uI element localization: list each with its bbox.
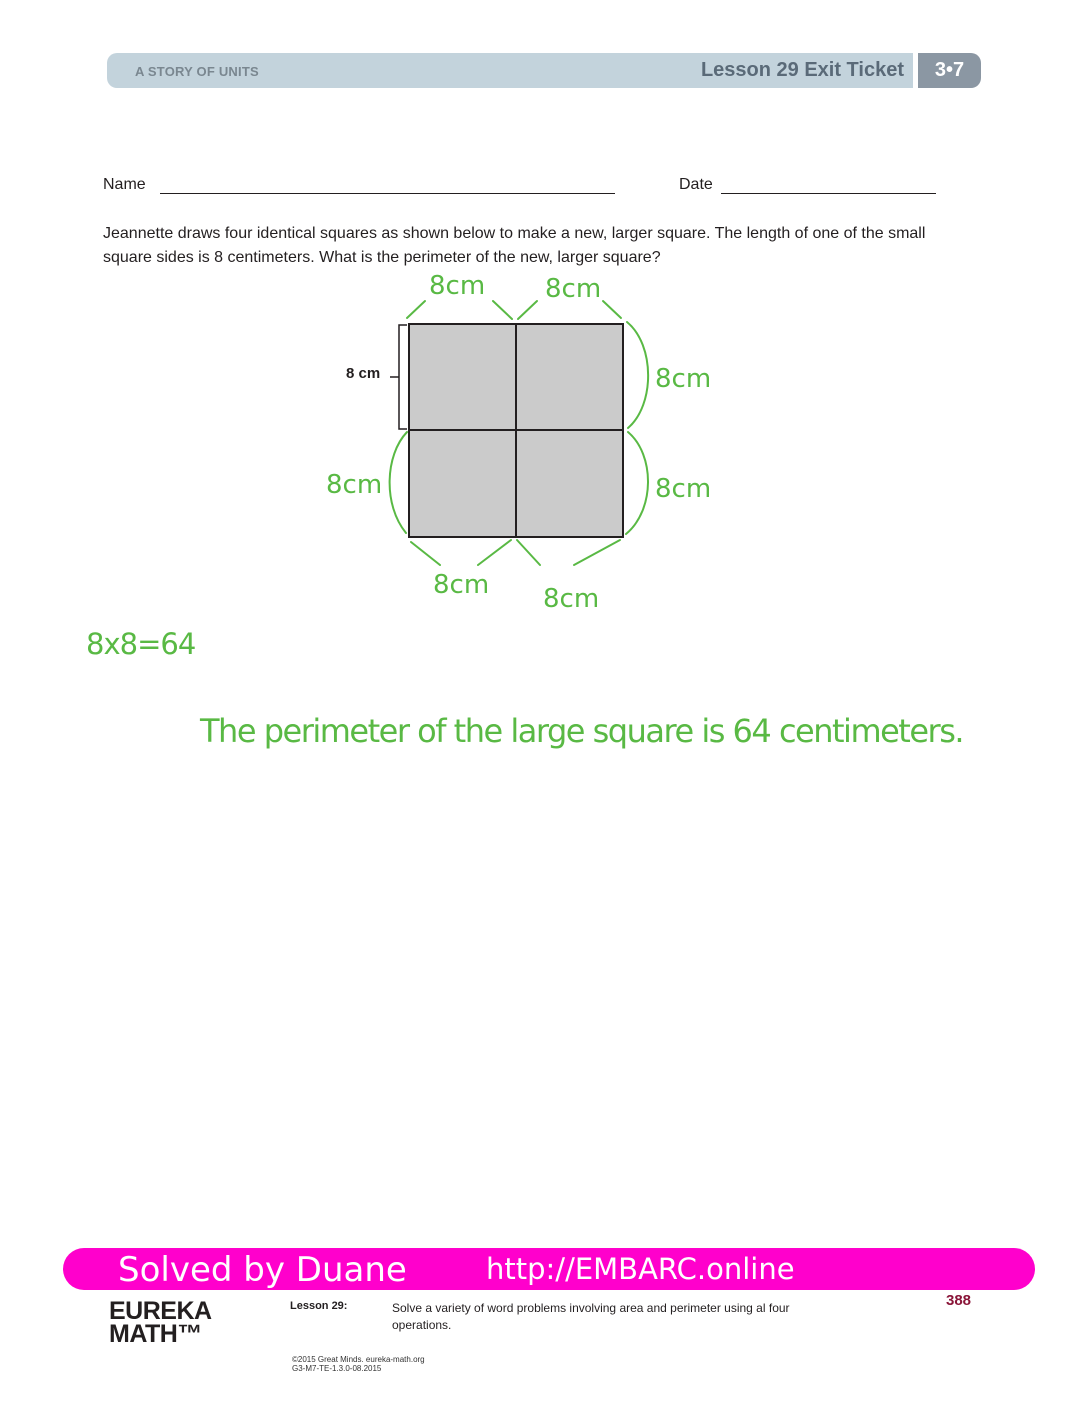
annotation-bottom-left: 8cm: [433, 570, 490, 600]
side-bracket: [390, 325, 407, 429]
calculation: 8x8=64: [86, 627, 196, 661]
square-bottom-left: [409, 430, 516, 537]
annotation-right-upper: 8cm: [655, 364, 712, 394]
solved-by-text: Solved by Duane: [118, 1250, 407, 1290]
lesson-title: Lesson 29 Exit Ticket: [700, 59, 904, 81]
date-label: Date: [679, 176, 713, 193]
page-number: 388: [946, 1292, 972, 1309]
square-bottom-right: [516, 430, 623, 537]
annotation-left-lower: 8cm: [326, 470, 383, 500]
curriculum-series: A STORY OF UNITS: [135, 64, 259, 79]
square-top-left: [409, 324, 516, 430]
copyright: [292, 1355, 425, 1373]
eureka-math-logo: [109, 1297, 212, 1348]
side-length-label: 8 cm: [346, 365, 381, 382]
problem-text: Jeannette draws four identical squares as shown below to make a new, larger square. The length of one of the small square sides is 8 centimeters. What is the perimeter of the new, larger square?: [103, 225, 926, 266]
annotation-bottom-right: 8cm: [543, 584, 600, 614]
annotation-right-lower: 8cm: [655, 474, 712, 504]
annotation-top-right: 8cm: [545, 274, 602, 304]
footer-lesson-label: Lesson 29:: [290, 1300, 348, 1312]
annotation-top-left: 8cm: [429, 271, 486, 301]
footer-lesson-description: Solve a variety of word problems involving area and perimeter using al four operations.: [392, 1301, 790, 1332]
document-code: G3-M7-TE-1.3.0-08.2015: [292, 1364, 382, 1373]
embarc-link[interactable]: http://EMBARC.online: [486, 1252, 795, 1286]
logo-line-2: MATH™: [109, 1320, 202, 1348]
name-field[interactable]: [160, 193, 615, 194]
grid-of-squares: [409, 324, 623, 537]
date-field[interactable]: [721, 193, 936, 194]
grade-module-badge: 3•7: [918, 53, 981, 88]
squares-figure: [320, 265, 740, 625]
answer-sentence: The perimeter of the large square is 64 centimeters.: [200, 712, 964, 750]
square-top-right: [516, 324, 623, 430]
name-label: Name: [103, 176, 146, 193]
logo-line-1: EUREKA: [109, 1297, 212, 1325]
copyright-line: ©2015 Great Minds. eureka-math.org: [292, 1355, 425, 1364]
